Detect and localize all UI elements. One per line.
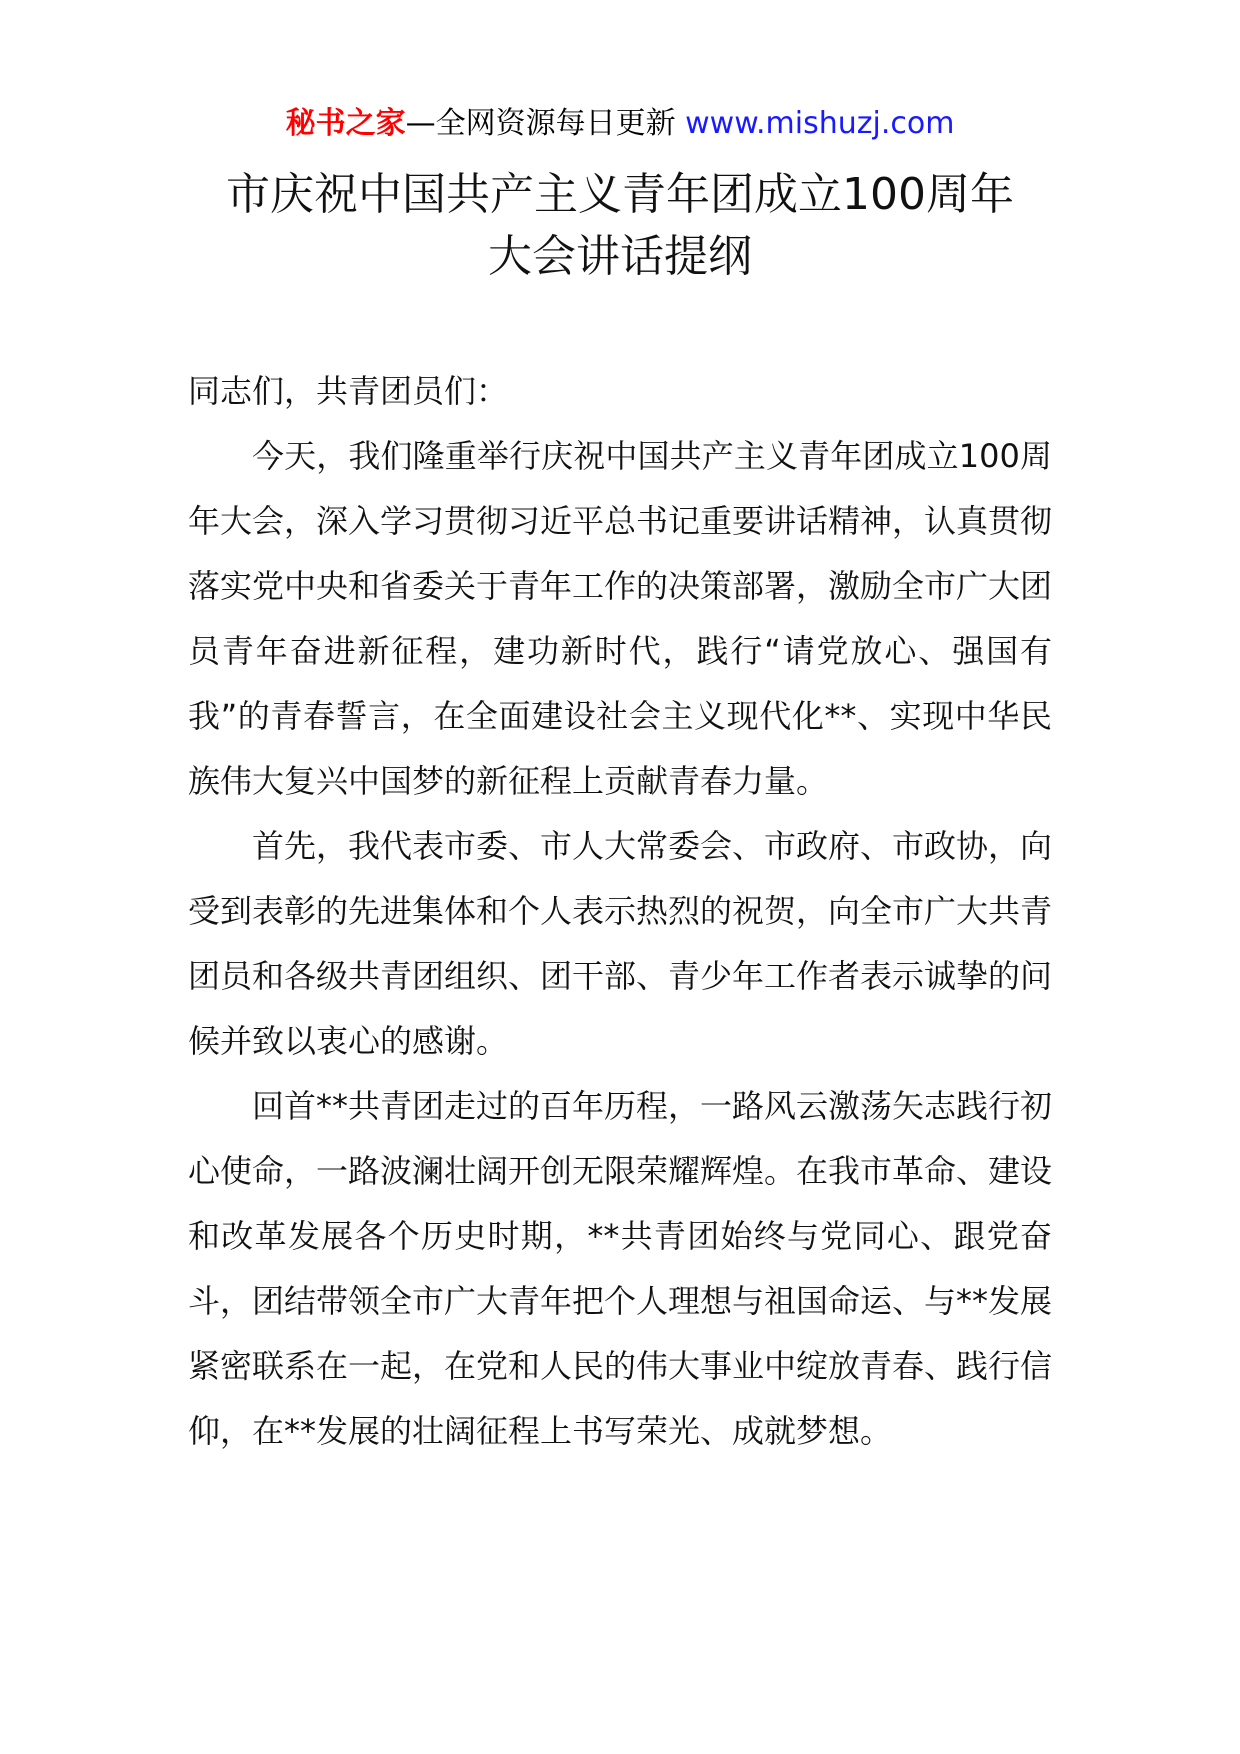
title-line-2: 大会讲话提纲: [488, 231, 752, 282]
document-body: [188, 359, 1052, 1464]
salutation: 同志们，共青团员们：: [188, 372, 509, 410]
title-line-1: 市庆祝中国共产主义青年团成立100周年: [226, 169, 1014, 220]
site-header: [0, 102, 1240, 146]
document-title: [0, 164, 1240, 288]
header-slogan: —全网资源每日更新: [405, 106, 686, 141]
site-url-link[interactable]: www.mishuzj.com: [685, 106, 955, 141]
paragraph-2: 首先，我代表市委、市人大常委会、市政府、市政协，向受到表彰的先进集体和个人表示热烈的祝贺，向全市广大共青团员和各级共青团组织、团干部、青少年工作者表示诚挚的问候并致以衷心的感谢。: [188, 827, 1053, 1060]
brand-name: 秘书之家: [285, 106, 406, 141]
paragraph-1: 今天，我们隆重举行庆祝中国共产主义青年团成立100周年大会，深入学习贯彻习近平总书记重要讲话精神，认真贯彻落实党中央和省委关于青年工作的决策部署，激励全市广大团员青年奋进新征程，建功新时代，践行“请党放心、强国有我”的青春誓言，在全面建设社会主义现代化**、实现中华民族伟大复兴中国梦的新征程上贡献青春力量。: [188, 437, 1053, 800]
paragraph-3: 回首**共青团走过的百年历程，一路风云激荡矢志践行初心使命，一路波澜壮阔开创无限荣耀辉煌。在我市革命、建设和改革发展各个历史时期，**共青团始终与党同心、跟党奋斗，团结带领全市广大青年把个人理想与祖国命运、与**发展紧密联系在一起，在党和人民的伟大事业中绽放青春、践行信仰，在**发展的壮阔征程上书写荣光、成就梦想。: [188, 1087, 1053, 1450]
